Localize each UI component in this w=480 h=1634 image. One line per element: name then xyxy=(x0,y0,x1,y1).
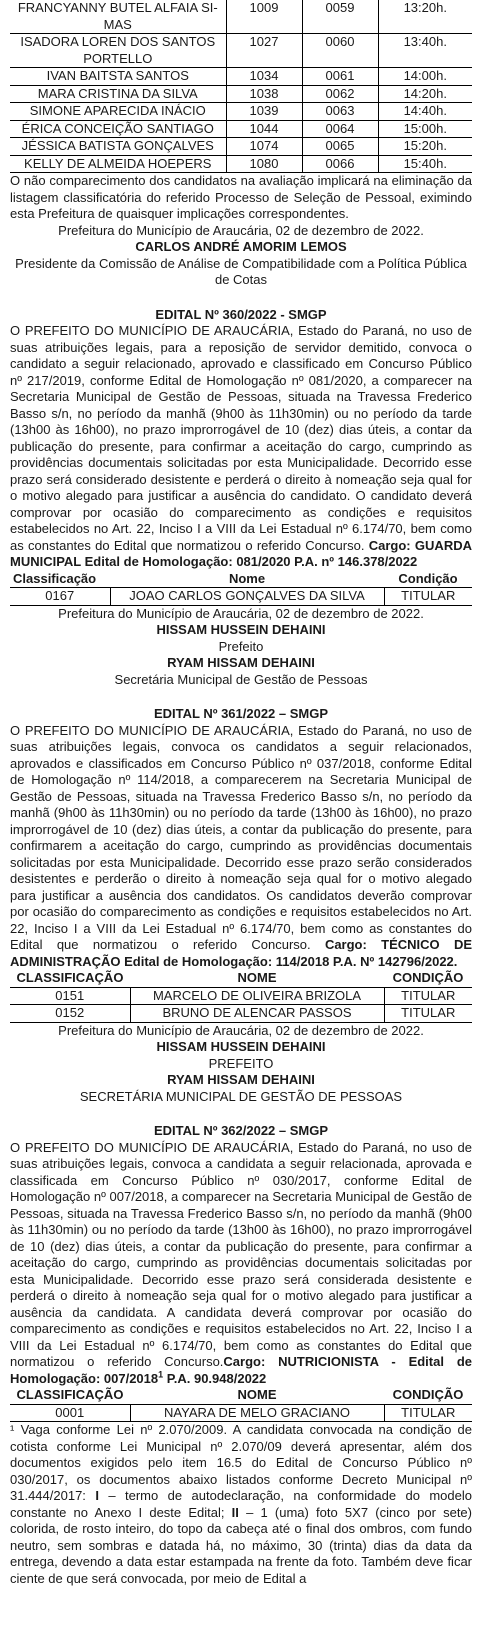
col-header-classificacao: CLASSIFICAÇÃO xyxy=(10,1387,130,1404)
cell-inscricao: 1074 xyxy=(226,138,302,156)
cell-inscricao: 1039 xyxy=(226,103,302,121)
schedule-row xyxy=(10,120,472,138)
edital-361 xyxy=(10,706,472,1105)
cell-candidate-name: SIMONE APARECIDA INÁCIO xyxy=(10,103,226,121)
cell-candidate-name: ISADORA LOREN DOS SANTOS PORTELLO xyxy=(10,34,226,68)
edital-360-date: Prefeitura do Município de Araucária, 02 de dezembro de 2022. xyxy=(58,605,424,621)
table-row xyxy=(10,1404,472,1422)
cell-nome: BRUNO DE ALENCAR PASSOS xyxy=(130,1005,384,1023)
cell-ordem: 0064 xyxy=(302,120,378,138)
edital-360-title: EDITAL Nº 360/2022 - SMGP xyxy=(155,306,327,322)
footnote-text-b: – termo de autodeclaração, na conformidade do modelo constante no Anexo I deste Edital; xyxy=(10,1488,472,1520)
top-date-line: Prefeitura do Município de Araucária, 02 de dezembro de 2022. xyxy=(58,222,424,238)
col-header-nome: NOME xyxy=(130,1387,384,1404)
edital-362-title: EDITAL Nº 362/2022 – SMGP xyxy=(153,1123,329,1138)
cell-ordem: 0059 xyxy=(302,0,378,34)
schedule-row xyxy=(10,138,472,156)
cell-condicao: TITULAR xyxy=(384,1005,472,1023)
table-row xyxy=(10,588,472,606)
cell-condicao: TITULAR xyxy=(384,588,472,606)
cell-candidate-name: KELLY DE ALMEIDA HOEPERS xyxy=(10,155,226,173)
edital-360-body-text: O PREFEITO DO MUNICÍPIO DE ARAUCÁRIA, Estado do Paraná, no uso de suas atribuições legais, para a reposição de servidor demitido, convoca o candidato a seguir relacionado, aprovado e classificado em Concurso Público nº 217/2019, conforme Edital de Homologação nº 081/2020, a comparecer na Secretaria Municipal de Gestão de Pessoas, situada na Travessa Frederico Basso s/n, no período da manhã (9h00 às 11h30min) ou no período da tarde (13h00 às 16h00), no prazo improrrogável de 10 (dez) dias úteis, a contar da publicação do presente, para confirmar a aceitação do cargo, cumprindo as providências documentais solicitadas por esta Municipalidade. Decorrido esse prazo será considerado desistente e perderá o direito à nomeação seja qual for o motivo alegado para justificar a ausência do candidato. O candidato deverá comprovar por ocasião do comparecimento as condições e requisitos estabelecidos no Art. 22, Inciso I a VIII da Lei Estadual nº 6.174/70, bem como as constantes do Edital que normatizou o referido Concurso. xyxy=(10,323,472,553)
edital-360-signer1: HISSAM HUSSEIN DEHAINI xyxy=(156,622,326,637)
top-signer-role: Presidente da Comissão de Análise de Compatibilidade com a Política Pública de Cotas xyxy=(15,255,467,287)
cell-inscricao: 1009 xyxy=(226,0,302,34)
cell-nome: JOAO CARLOS GONÇALVES DA SILVA xyxy=(110,588,384,606)
cell-condicao: TITULAR xyxy=(384,1404,472,1422)
footnote-text-c: – 1 (uma) foto 5X7 (cinco por sete) colorida, de rosto inteiro, do topo da cabeça até o final dos ombros, com fundo neutro, sem sombras e datada há, no máximo, 30 (trinta) dias da data da entrega, devendo a data estar estampada na frente da foto. Também deve ficar ciente de que será convocada, por meio de Edital a xyxy=(10,1504,472,1586)
footnote-text-a: ¹ Vaga conforme Lei nº 2.070/2009. A candidata convocada na condição de cotista conforme Lei Municipal nº 2.070/09 deverá apresentar, além dos documentos exigidos pelo item 16.5 do Edital de Concurso Público nº 030/2017, os documentos abaixo listados conforme Decreto Municipal nº 31.444/2017: xyxy=(10,1422,472,1503)
edital-362-body-text: O PREFEITO DO MUNICÍPIO DE ARAUCÁRIA, Estado do Paraná, no uso de suas atribuições legais, convoca a candidata a seguir relacionada, aprovada e classificada em Concurso Público nº 030/2017, conforme Edital de Homologação nº 007/2018, a comparecer na Secretaria Municipal de Gestão de Pessoas, situada na Travessa Frederico Basso s/n, no período da manhã (9h00 às 11h30min) ou no período da tarde (13h00 às 16h00), no prazo improrrogável de 10 (dez) dias úteis, a contar da publicação do presente, para confirmar a aceitação do cargo, cumprindo as providências documentais solicitadas por esta Municipalidade. Decorrido esse prazo será considerada desistente e perderá o direito à nomeação seja qual for o motivo alegado para justificar a ausência da candidata. A candidata deverá comprovar por ocasião do comparecimento as condições e requisitos estabelecidos no Art. 22, Inciso I a VIII da Lei Estadual nº 6.174/70, bem como as constantes do Edital que normatizou o referido Concurso. xyxy=(10,1139,472,1369)
cell-candidate-name: IVAN BAITSTA SANTOS xyxy=(10,68,226,86)
footnote-item-ii-label: II xyxy=(231,1504,239,1520)
cell-candidate-name: FRANCYANNY BUTEL ALFAIA SI-MAS xyxy=(10,0,226,34)
cell-ordem: 0066 xyxy=(302,155,378,173)
cell-horario: 13:20h. xyxy=(378,0,472,34)
cell-inscricao: 1044 xyxy=(226,120,302,138)
absence-notice: O não comparecimento dos candidatos na avaliação implicará na eliminação da listagem classificatória do referido Processo de Seleção de Pessoal, eximindo esta Prefeitura de quaisquer implicações correspondentes. xyxy=(10,173,472,221)
table-row xyxy=(10,1005,472,1023)
cell-horario: 15:40h. xyxy=(378,155,472,173)
cell-ordem: 0060 xyxy=(302,34,378,68)
edital-362-footnote xyxy=(10,1422,472,1587)
schedule-row xyxy=(10,103,472,121)
schedule-row xyxy=(10,155,472,173)
edital-361-body-text: O PREFEITO DO MUNICÍPIO DE ARAUCÁRIA, Estado do Paraná, no uso de suas atribuições legais, convoca os candidatos a seguir relacionados, aprovados e classificados em Concurso Público nº 037/2018, conforme Edital de Homologação nº 114/2018, a comparecerem na Secretaria Municipal de Gestão de Pessoas, situada na Travessa Frederico Basso s/n, no período da manhã (9h00 às 11h30min) ou no período da tarde (13h00 às 16h00), no prazo improrrogável de 10 (dez) dias úteis, a contar da publicação do presente, para confirmarem a aceitação do cargo, cumprindo as providências documentais solicitadas por esta Municipalidade. Decorrido esse prazo serão considerados desistentes e perderão o direito à nomeação seja qual for o motivo alegado para justificar a ausência dos candidatos. Os candidatos deverão comprovar por ocasião do comparecimento as condições e requisitos estabelecidos no Art. 22, Inciso I a VIII da Lei Estadual nº 6.174/70, bem como as constantes do Edital que normatizou o referido Concurso. xyxy=(10,722,472,952)
edital-361-role2: SECRETÁRIA MUNICIPAL DE GESTÃO DE PESSOAS xyxy=(79,1088,403,1104)
cell-horario: 14:00h. xyxy=(378,68,472,86)
cell-ordem: 0062 xyxy=(302,85,378,103)
cell-horario: 14:40h. xyxy=(378,103,472,121)
edital-362-cargo-footnote-mark: 1 xyxy=(158,1369,164,1380)
cell-horario: 14:20h. xyxy=(378,85,472,103)
edital-362 xyxy=(10,1123,472,1587)
schedule-row xyxy=(10,85,472,103)
edital-362-body xyxy=(10,1140,472,1388)
cell-horario: 13:40h. xyxy=(378,34,472,68)
cell-candidate-name: ÉRICA CONCEIÇÃO SANTIAGO xyxy=(10,120,226,138)
cell-inscricao: 1038 xyxy=(226,85,302,103)
schedule-table xyxy=(10,0,472,173)
cell-ordem: 0065 xyxy=(302,138,378,156)
cell-inscricao: 1080 xyxy=(226,155,302,173)
cell-condicao: TITULAR xyxy=(384,987,472,1005)
edital-361-role1: PREFEITO xyxy=(208,1055,274,1071)
cell-classificacao: 0001 xyxy=(10,1404,130,1422)
col-header-classificacao: CLASSIFICAÇÃO xyxy=(10,970,130,987)
edital-361-body xyxy=(10,723,472,971)
edital-361-signer1: HISSAM HUSSEIN DEHAINI xyxy=(156,1039,326,1054)
edital-360-role2: Secretária Municipal de Gestão de Pessoas xyxy=(114,671,368,687)
col-header-nome: Nome xyxy=(110,571,384,588)
schedule-row xyxy=(10,68,472,86)
cell-inscricao: 1034 xyxy=(226,68,302,86)
cell-nome: NAYARA DE MELO GRACIANO xyxy=(130,1404,384,1422)
edital-360-cargo: Cargo: GUARDA MUNICIPAL Edital de Homologação: 081/2020 P.A. nº 146.378/2022 xyxy=(10,537,472,569)
col-header-condicao: Condição xyxy=(384,571,472,588)
edital-360 xyxy=(10,307,472,689)
cell-candidate-name: JÉSSICA BATISTA GONÇALVES xyxy=(10,138,226,156)
footnote-item-i-label: I xyxy=(95,1488,99,1503)
cell-classificacao: 0167 xyxy=(10,588,110,606)
edital-361-signer2: RYAM HISSAM DEHAINI xyxy=(167,1072,315,1087)
edital-360-role1: Prefeito xyxy=(218,638,264,654)
edital-360-table xyxy=(10,571,472,606)
edital-362-cargo-tail: P.A. 90.948/2022 xyxy=(163,1370,267,1386)
cell-candidate-name: MARA CRISTINA DA SILVA xyxy=(10,85,226,103)
col-header-condicao: CONDIÇÃO xyxy=(384,970,472,987)
cell-horario: 15:00h. xyxy=(378,120,472,138)
edital-360-signer2: RYAM HISSAM DEHAINI xyxy=(167,655,315,670)
cell-classificacao: 0152 xyxy=(10,1005,130,1023)
schedule-row xyxy=(10,34,472,68)
edital-362-table xyxy=(10,1387,472,1422)
edital-362-cargo: Cargo: NUTRICIONISTA - Edital de Homologação: 007/2018 xyxy=(10,1354,472,1386)
cell-classificacao: 0151 xyxy=(10,987,130,1005)
edital-361-title: EDITAL Nº 361/2022 – SMGP xyxy=(153,706,329,721)
edital-360-body xyxy=(10,323,472,571)
col-header-nome: NOME xyxy=(130,970,384,987)
cell-nome: MARCELO DE OLIVEIRA BRIZOLA xyxy=(130,987,384,1005)
edital-361-cargo: Cargo: TÉCNICO DE ADMINISTRAÇÃO Edital de Homologação: 114/2018 P.A. Nº 142796/2022. xyxy=(10,937,473,969)
cell-inscricao: 1027 xyxy=(226,34,302,68)
col-header-classificacao: Classificação xyxy=(10,571,110,588)
schedule-row xyxy=(10,0,472,34)
edital-361-table xyxy=(10,970,472,1023)
cell-ordem: 0061 xyxy=(302,68,378,86)
top-signer-name: CARLOS ANDRÉ AMORIM LEMOS xyxy=(135,239,347,254)
cell-horario: 15:20h. xyxy=(378,138,472,156)
table-row xyxy=(10,987,472,1005)
edital-361-date: Prefeitura do Município de Araucária, 02 de dezembro de 2022. xyxy=(58,1022,424,1038)
cell-ordem: 0063 xyxy=(302,103,378,121)
col-header-condicao: CONDIÇÃO xyxy=(384,1387,472,1404)
